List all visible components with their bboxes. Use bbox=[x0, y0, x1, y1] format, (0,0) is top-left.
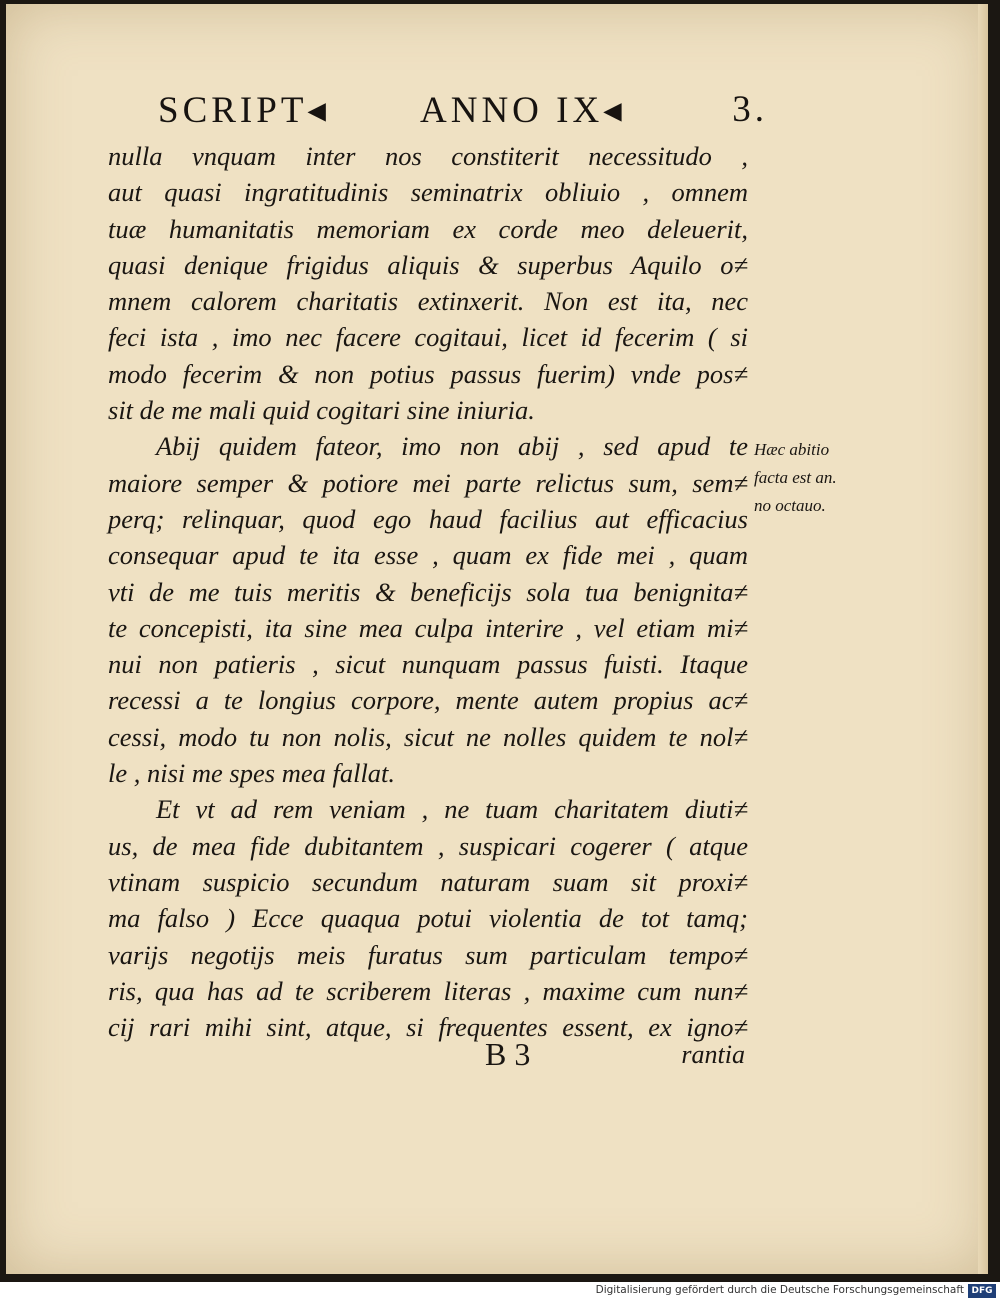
text-line: ma falso ) Ecce quaqua potui violentia de tot tamq; bbox=[108, 903, 748, 934]
text-line: recessi a te longius corpore, mente autem propius ac≠ bbox=[108, 685, 748, 716]
text-line: aut quasi ingratitudinis seminatrix obliuio , omnem bbox=[108, 177, 748, 208]
text-line: modo fecerim & non potius passus fuerim) vnde pos≠ bbox=[108, 358, 748, 389]
page-number: 3. bbox=[732, 89, 768, 130]
text-line: Et vt ad rem veniam , ne tuam charitatem diuti≠ bbox=[156, 794, 748, 825]
marginal-note-line: no octauo. bbox=[754, 496, 826, 515]
page-foot bbox=[485, 1036, 745, 1076]
text-line: consequar apud te ita esse , quam ex fide mei , quam bbox=[108, 540, 748, 571]
text-line: vti de me tuis meritis & beneficijs sola tua benignita≠ bbox=[108, 576, 748, 607]
text-line: tuæ humanitatis memoriam ex corde meo deleuerit, bbox=[108, 213, 748, 244]
marginal-note bbox=[754, 436, 874, 520]
signature-mark: B 3 bbox=[485, 1036, 531, 1072]
text-line: perq; relinquar, quod ego haud facilius aut efficacius bbox=[108, 503, 748, 534]
text-line: nulla vnquam inter nos constiterit necessitudo , bbox=[108, 141, 748, 171]
text-line: cessi, modo tu non nolis, sicut ne nolles quidem te nol≠ bbox=[108, 721, 748, 752]
text-line: varijs negotijs meis furatus sum particulam tempo≠ bbox=[108, 939, 748, 970]
text-line: maiore semper & potiore mei parte relictus sum, sem≠ bbox=[108, 467, 748, 498]
text-line: cij rari mihi sint, atque, si frequentes essent, ex igno≠ bbox=[108, 1012, 748, 1043]
text-line: quasi denique frigidus aliquis & superbus Aquilo o≠ bbox=[108, 249, 748, 280]
text-line: us, de mea fide dubitantem , suspicari cogerer ( atque bbox=[108, 830, 748, 861]
text-line: le , nisi me spes mea fallat. bbox=[108, 758, 396, 789]
body-text bbox=[108, 138, 748, 1045]
running-head-left: SCRIPT◂ bbox=[158, 90, 331, 131]
text-line: Abij quidem fateor, imo non abij , sed apud te bbox=[156, 431, 748, 462]
marginal-note-line: Hæc abitio bbox=[754, 440, 830, 459]
dfg-logo-icon: DFG bbox=[968, 1284, 996, 1298]
text-line: te concepisti, ita sine mea culpa interire , vel etiam mi≠ bbox=[108, 612, 748, 643]
text-line: feci ista , imo nec facere cogitaui, licet id fecerim ( si bbox=[108, 322, 748, 353]
page-edge bbox=[978, 4, 988, 1274]
digitization-footer bbox=[0, 1282, 1000, 1301]
marginal-note-line: facta est an. bbox=[754, 468, 837, 487]
footer-credit: Digitalisierung gefördert durch die Deutsche Forschungsgemeinschaft bbox=[595, 1284, 964, 1296]
text-line: nui non patieris , sicut nunquam passus fuisti. Itaque bbox=[108, 649, 748, 680]
catchword: rantia bbox=[681, 1040, 745, 1069]
running-head-center: ANNO IX◂ bbox=[420, 90, 626, 131]
text-line: mnem calorem charitatis extinxerit. Non est ita, nec bbox=[108, 286, 748, 317]
text-line: ris, qua has ad te scriberem literas , maxime cum nun≠ bbox=[108, 975, 748, 1006]
text-line: sit de me mali quid cogitari sine iniuria. bbox=[108, 395, 535, 426]
text-line: vtinam suspicio secundum naturam suam sit proxi≠ bbox=[108, 866, 748, 897]
running-head bbox=[158, 88, 768, 138]
